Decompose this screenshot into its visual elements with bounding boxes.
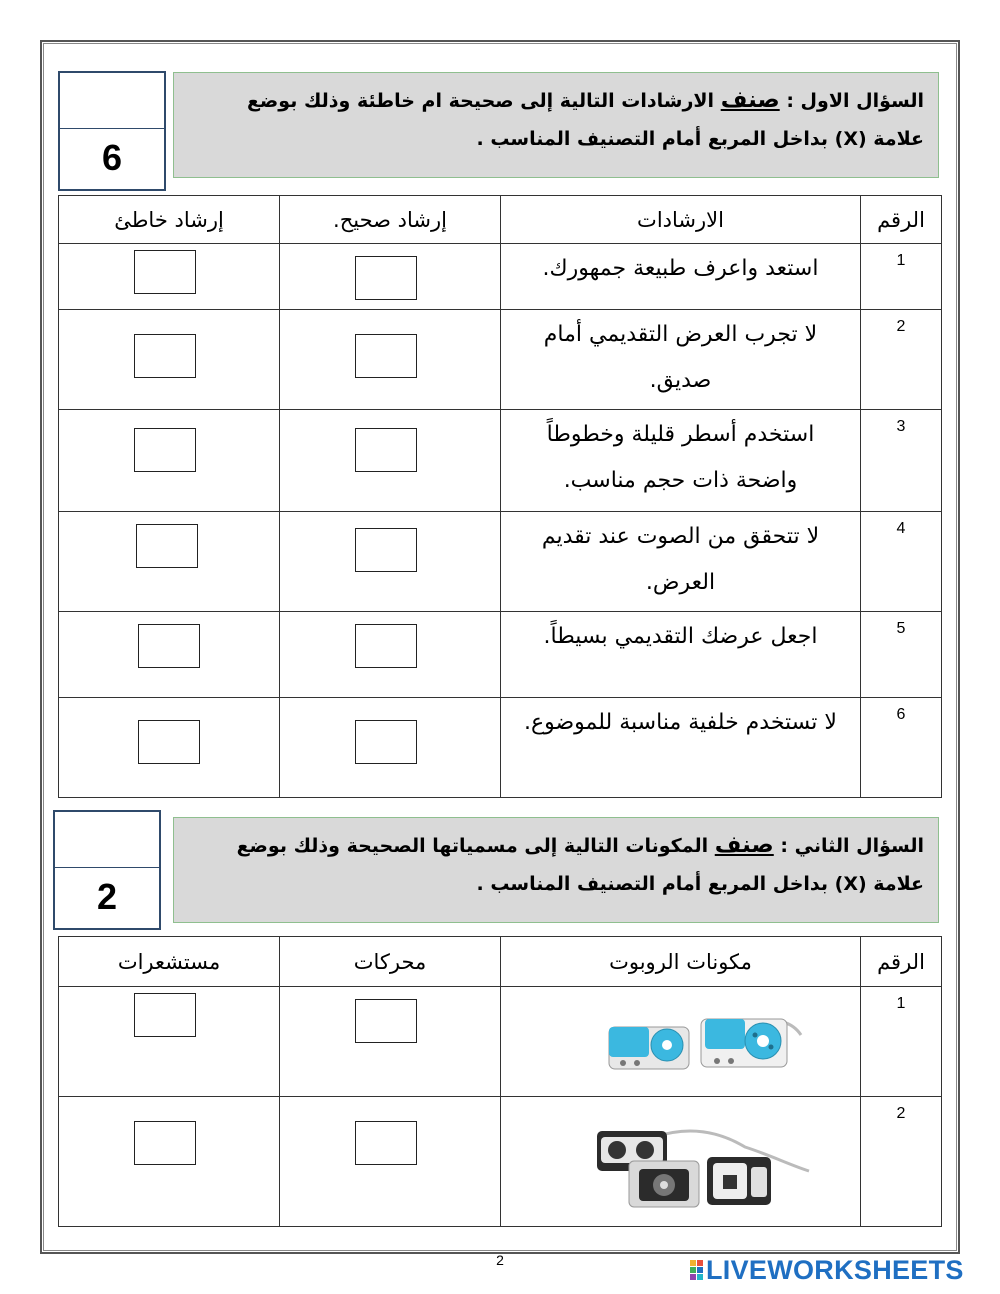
table-row — [59, 612, 942, 698]
guideline-text: استخدم أسطر قليلة وخطوطاً واضحة ذات حجم مناسب. — [501, 410, 861, 512]
q1-instruction-line1: السؤال الاول : صنف الارشادات التالية إلى صحيحة ام خاطئة وذلك بوضع — [246, 87, 924, 113]
brand-name: LIVEWORKSHEETS — [706, 1254, 964, 1285]
row-number: 2 — [861, 1097, 942, 1227]
component-image-cell — [501, 1097, 861, 1227]
table-row — [59, 244, 942, 310]
row-number: 2 — [861, 310, 942, 410]
guideline-text: لا تجرب العرض التقديمي أمام صديق. — [501, 310, 861, 410]
motors-checkbox[interactable] — [355, 1121, 417, 1165]
guideline-text: لا تتحقق من الصوت عند تقديم العرض. — [501, 512, 861, 612]
sensors-image — [595, 1125, 815, 1215]
header-guidelines: الارشادات — [501, 196, 861, 244]
correct-checkbox[interactable] — [355, 334, 417, 378]
header-wrong: إرشاد خاطئ — [59, 196, 280, 244]
correct-checkbox[interactable] — [355, 624, 417, 668]
q1-instruction-box — [173, 72, 939, 178]
robot-components-table — [58, 936, 942, 1227]
q1-score-blank — [60, 73, 164, 129]
correct-checkbox[interactable] — [355, 428, 417, 472]
q1-score: 6 — [101, 137, 123, 178]
q1-score-box — [58, 71, 166, 191]
guideline-text: استعد واعرف طبيعة جمهورك. — [501, 244, 861, 310]
sensors-checkbox[interactable] — [134, 993, 196, 1037]
row-number: 1 — [861, 244, 942, 310]
header-correct: إرشاد صحيح. — [280, 196, 501, 244]
q2-keyword: صنف — [714, 832, 774, 858]
row-number: 6 — [861, 698, 942, 798]
q2-score-blank — [55, 812, 159, 868]
component-image-cell — [501, 987, 861, 1097]
row-number: 1 — [861, 987, 942, 1097]
page-number: 2 — [496, 1252, 504, 1268]
wrong-checkbox[interactable] — [138, 720, 200, 764]
wrong-checkbox[interactable] — [134, 334, 196, 378]
row-number: 3 — [861, 410, 942, 512]
table-row — [59, 512, 942, 612]
row-number: 5 — [861, 612, 942, 698]
table-row — [59, 410, 942, 512]
table-row — [59, 698, 942, 798]
sensors-checkbox[interactable] — [134, 1121, 196, 1165]
wrong-checkbox[interactable] — [138, 624, 200, 668]
guideline-text: لا تستخدم خلفية مناسبة للموضوع. — [501, 698, 861, 798]
header-sensors: مستشعرات — [59, 937, 280, 987]
table-row — [59, 987, 942, 1097]
wrong-checkbox[interactable] — [134, 250, 196, 294]
header-num: الرقم — [861, 196, 942, 244]
header-motors: محركات — [280, 937, 501, 987]
components-header-row — [59, 937, 942, 987]
table-row — [59, 310, 942, 410]
q2-score-box — [53, 810, 161, 930]
q1-instruction-line2: علامة (X) بداخل المربع أمام التصنيف المناسب . — [476, 128, 924, 150]
header-components: مكونات الروبوت — [501, 937, 861, 987]
q2-instruction-box — [173, 817, 939, 923]
wrong-checkbox[interactable] — [136, 524, 198, 568]
liveworksheets-logo-icon — [690, 1260, 703, 1280]
correct-checkbox[interactable] — [355, 720, 417, 764]
q2-score: 2 — [96, 876, 118, 917]
q2-instruction-line2: علامة (X) بداخل المربع أمام التصنيف المناسب . — [476, 873, 924, 895]
guidelines-table — [58, 195, 942, 798]
motors-image — [605, 1005, 805, 1085]
liveworksheets-brand[interactable] — [690, 1256, 964, 1284]
wrong-checkbox[interactable] — [134, 428, 196, 472]
correct-checkbox[interactable] — [355, 256, 417, 300]
table-row — [59, 1097, 942, 1227]
q2-instruction-line1: السؤال الثاني : صنف المكونات التالية إلى مسمياتها الصحيحة وذلك بوضع — [236, 832, 924, 858]
guideline-text: اجعل عرضك التقديمي بسيطاً. — [501, 612, 861, 698]
header-num: الرقم — [861, 937, 942, 987]
row-number: 4 — [861, 512, 942, 612]
q1-keyword: صنف — [720, 87, 780, 113]
guidelines-header-row — [59, 196, 942, 244]
correct-checkbox[interactable] — [355, 528, 417, 572]
motors-checkbox[interactable] — [355, 999, 417, 1043]
